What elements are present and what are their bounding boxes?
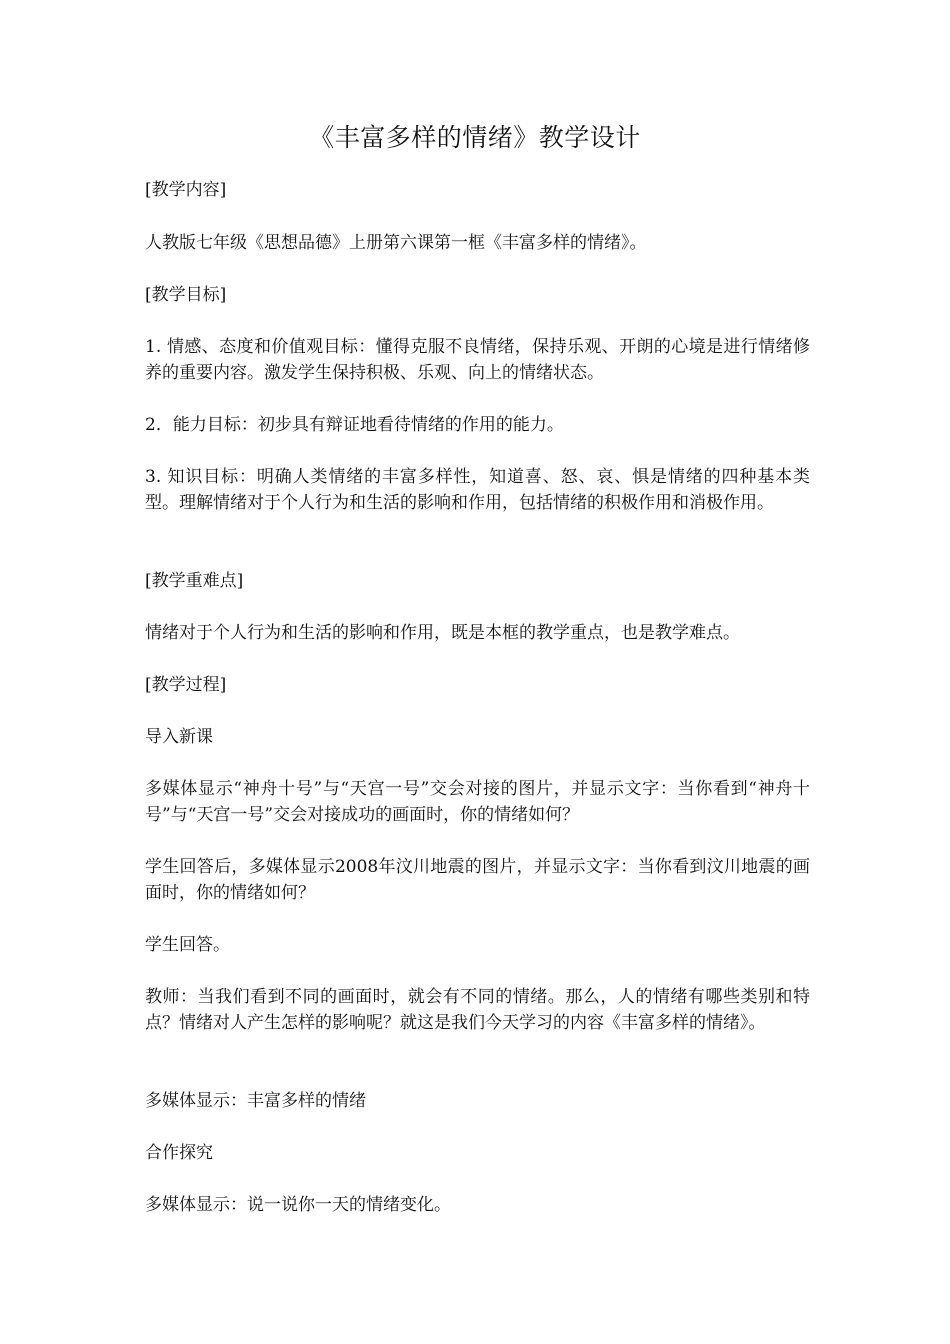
paragraph-content: 人教版七年级《思想品德》上册第六课第一框《丰富多样的情绪》。 [145, 233, 647, 253]
subheading-cooperative: 合作探究 [145, 1143, 213, 1163]
section-heading-content: [教学内容] [145, 180, 227, 200]
paragraph-multimedia-2: 学生回答后，多媒体显示2008年汶川地震的图片，并显示文字：当你看到汶川地震的画面时，你的情绪如何？ [145, 857, 810, 903]
section-heading-process: [教学过程] [145, 675, 227, 695]
paragraph-multimedia-1: 多媒体显示“神舟十号”与“天宫一号”交会对接的图片，并显示文字：当你看到“神舟十号”与“天宫一号”交会对接成功的画面时，你的情绪如何？ [145, 779, 810, 825]
paragraph-teacher: 教师：当我们看到不同的画面时，就会有不同的情绪。那么，人的情绪有哪些类别和特点？情绪对人产生怎样的影响呢？就这是我们今天学习的内容《丰富多样的情绪》。 [145, 987, 810, 1033]
objective-1: 1. 情感、态度和价值观目标：懂得克服不良情绪，保持乐观、开朗的心境是进行情绪修养的重要内容。激发学生保持积极、乐观、向上的情绪状态。 [145, 337, 810, 383]
paragraph-key-points: 情绪对于个人行为和生活的影响和作用，既是本框的教学重点，也是教学难点。 [145, 623, 740, 643]
document-title: 《丰富多样的情绪》教学设计 [309, 123, 641, 152]
subheading-intro: 导入新课 [145, 727, 213, 747]
section-heading-objectives: [教学目标] [145, 285, 227, 305]
section-heading-key-points: [教学重难点] [145, 571, 244, 591]
paragraph-student-answer: 学生回答。 [145, 935, 230, 955]
objective-2: 2．能力目标：初步具有辩证地看待情绪的作用的能力。 [145, 415, 564, 435]
paragraph-multimedia-4: 多媒体显示：说一说你一天的情绪变化。 [145, 1195, 451, 1215]
paragraph-multimedia-3: 多媒体显示：丰富多样的情绪 [145, 1091, 366, 1111]
objective-3: 3. 知识目标：明确人类情绪的丰富多样性，知道喜、怒、哀、惧是情绪的四种基本类型。理解情绪对于个人行为和生活的影响和作用，包括情绪的积极作用和消极作用。 [145, 467, 810, 513]
